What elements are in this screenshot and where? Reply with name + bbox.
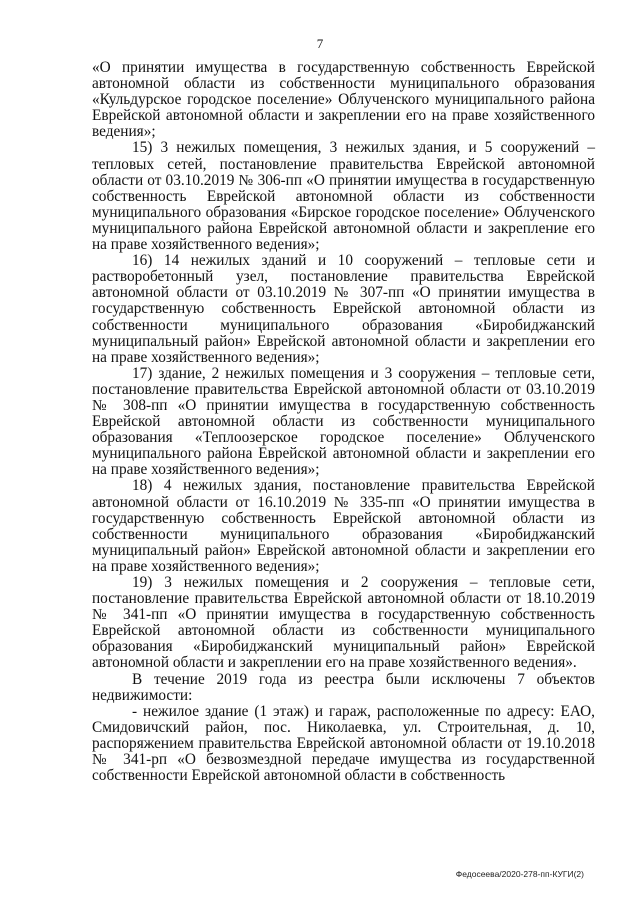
document-body bbox=[92, 60, 595, 784]
page-number: 7 bbox=[316, 36, 324, 51]
paragraph-item-15: 15) 3 нежилых помещения, 3 нежилых здания, и 5 сооружений – тепловых сетей, постановление правительства Еврейской автономной области от 03.10.2019 № 306-пп «О принятии имущества в государственную собственность Еврейской автономной области из собственности муниципального образования «Бирское городское поселение» Облученского муниципального района Еврейской автономной области и закрепление его на праве хозяйственного ведения»; bbox=[92, 139, 595, 254]
paragraph-continuation: «О принятии имущества в государственную собственность Еврейской автономной области из собственности муниципального образования «Кульдурское городское поселение» Облученского муниципального района Еврейской автономной области и закреплении его на праве хозяйственного ведения»; bbox=[92, 59, 595, 141]
footer-document-code: Федосеева/2020-278-пп-КУГИ(2) bbox=[455, 869, 584, 879]
paragraph-excluded-item: - нежилое здание (1 этаж) и гараж, расположенные по адресу: ЕАО, Смидовичский район, пос. Николаевка, ул. Строительная, д. 10, распоряжением правительства Еврейской автономной области от 19.10.2018 № 341-рп «О безвозмездной передаче имущества из государственной собственности Еврейской автономной области в собственность bbox=[92, 702, 595, 785]
paragraph-excluded-intro: В течение 2019 года из реестра были исключены 7 объектов недвижимости: bbox=[92, 670, 595, 704]
paragraph-item-16: 16) 14 нежилых зданий и 10 сооружений – тепловые сети и растворобетонный узел, постановление правительства Еврейской автономной области от 03.10.2019 № 307-пп «О принятии имущества в государственную собственность Еврейской автономной области из собственности муниципального образования «Биробиджанский муниципальный район» Еврейской автономной области и закреплении его на праве хозяйственного ведения»; bbox=[92, 252, 595, 366]
paragraph-item-17: 17) здание, 2 нежилых помещения и 3 сооружения – тепловые сети, постановление правительства Еврейской автономной области от 03.10.2019 № 308-пп «О принятии имущества в государственную собственность Еврейской автономной области из собственности муниципального образования «Теплоозерское городское поселение» Облученского муниципального района Еврейской автономной области и закреплении его на праве хозяйственного ведения»; bbox=[92, 364, 595, 479]
paragraph-item-19: 19) 3 нежилых помещения и 2 сооружения – тепловые сети, постановление правительства Еврейской автономной области от 18.10.2019 № 341-пп «О принятии имущества в государственную собственность Еврейской автономной области из собственности муниципального образования «Биробиджанский муниципальный район» Еврейской автономной области и закреплении его на праве хозяйственного ведения». bbox=[92, 574, 595, 672]
paragraph-item-18: 18) 4 нежилых здания, постановление правительства Еврейской автономной области от 16.10.2019 № 335-пп «О принятии имущества в государственную собственность Еврейской автономной области из собственности муниципального образования «Биробиджанский муниципальный район» Еврейской автономной области и закреплении его на праве хозяйственного ведения»; bbox=[92, 477, 595, 575]
